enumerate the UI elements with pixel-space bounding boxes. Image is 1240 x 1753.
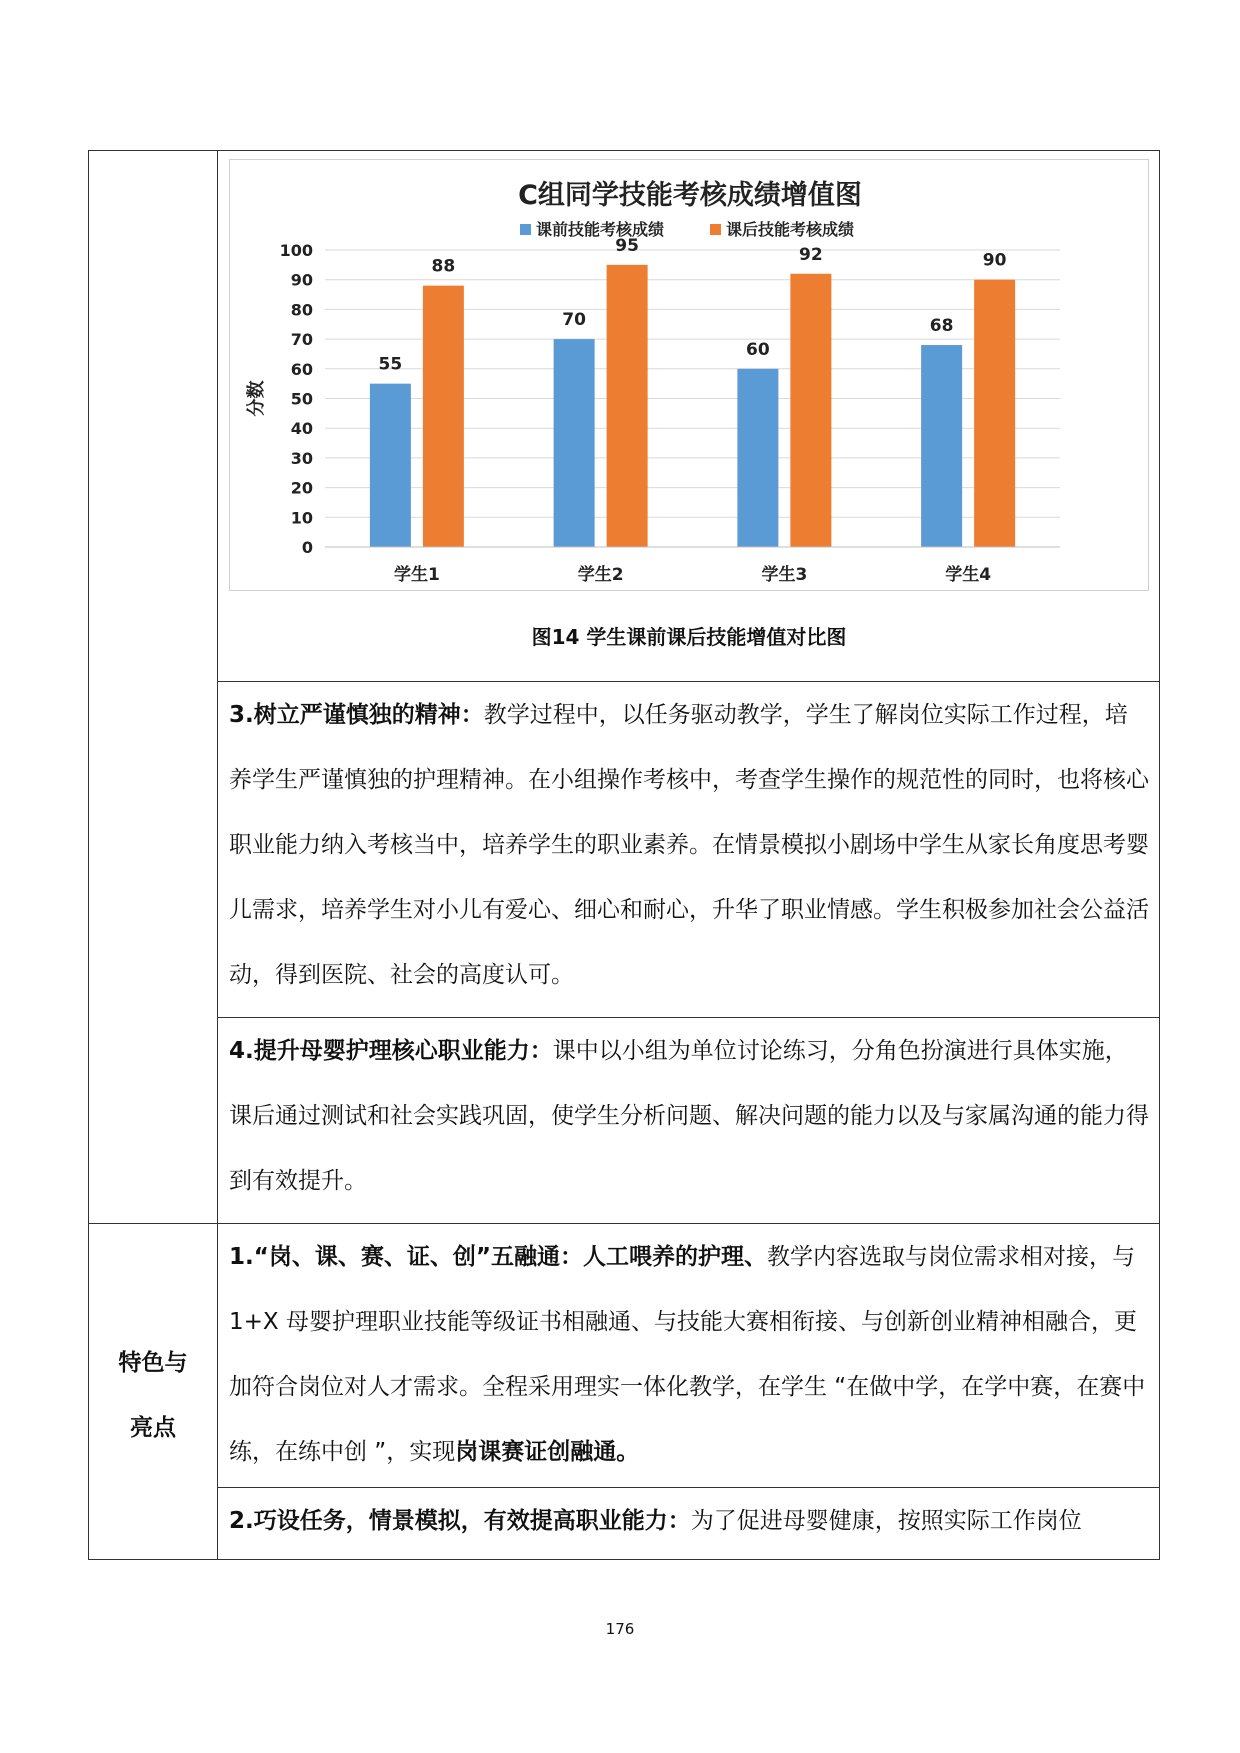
paragraph-3-lead: 3.树立严谨慎独的精神： [229,702,484,728]
x-tick-label: 学生1 [393,565,440,585]
bar [921,345,962,547]
y-axis-label: 分数 [246,380,267,417]
feature-item-2 [229,1489,1149,1554]
legend-label: 课后技能考核成绩 [726,220,855,239]
data-label: 92 [799,244,823,265]
features-label-line2: 亮点 [130,1415,176,1441]
bar [737,369,778,547]
y-tick-label: 60 [290,359,313,379]
y-tick-label: 80 [290,300,313,320]
legend-label: 课前技能考核成绩 [536,220,665,239]
x-tick-label: 学生2 [577,565,624,585]
section-divider [89,1223,1159,1224]
bar [370,384,411,547]
features-label-line1: 特色与 [118,1350,188,1376]
paragraph-4-body: 课中以小组为单位讨论练习，分角色扮演进行具体实施，课后通过测试和社会实践巩固，使学生分析问题、解决问题的能力以及与家属沟通的能力得到有效提升。 [229,1038,1149,1194]
feature-item-1-lead: 1.“岗、课、赛、证、创”五融通：人工喂养的护理、 [229,1244,767,1270]
bar-chart [229,159,1149,591]
row-divider [217,1017,1159,1018]
paragraph-3 [229,683,1149,1008]
y-tick-label: 10 [290,508,313,528]
page-number: 176 [605,1620,635,1638]
figure-caption: 图14 学生课前课后技能增值对比图 [531,625,847,649]
features-label [89,1331,217,1461]
data-label: 68 [929,316,954,337]
bar [554,339,595,547]
feature-item-1 [229,1225,1149,1485]
paragraph-4-lead: 4.提升母婴护理核心职业能力： [229,1038,553,1064]
legend-swatch [520,224,531,235]
bar [974,280,1015,547]
y-tick-label: 70 [290,330,313,350]
paragraph-4 [229,1019,1149,1214]
x-tick-label: 学生4 [945,565,992,585]
feature-item-1-body: 教学内容选取与岗位需求相对接，与 1+X 母婴护理职业技能等级证书相融通、与技能大赛相衔接、与创新创业精神相融合，更加符合岗位对人才需求。全程采用理实一体化教学，在学生 “在做中学，在学中赛，在赛中练，在练中创 ”，实现 [229,1244,1146,1465]
y-tick-label: 20 [290,478,313,498]
y-tick-label: 90 [290,270,313,290]
row-divider [217,681,1159,682]
paragraph-3-body: 教学过程中，以任务驱动教学，学生了解岗位实际工作过程，培养学生严谨慎独的护理精神。在小组操作考核中，考查学生操作的规范性的同时，也将核心职业能力纳入考核当中，培养学生的职业素养。在情景模拟小剧场中学生从家长角度思考婴儿需求，培养学生对小儿有爱心、细心和耐心，升华了职业情感。学生积极参加社会公益活动，得到医院、社会的高度认可。 [229,702,1149,988]
x-tick-label: 学生3 [761,565,808,585]
data-label: 90 [982,250,1007,271]
y-tick-label: 0 [301,538,313,557]
data-label: 88 [431,256,456,277]
document-table [88,150,1160,1560]
legend-swatch [710,224,721,235]
table-column-divider [217,151,218,1559]
row-divider [217,1487,1159,1488]
y-tick-label: 100 [279,241,313,260]
bar [423,286,464,547]
feature-item-2-body: 为了促进母婴健康，按照实际工作岗位 [690,1508,1082,1534]
feature-item-1-tail: 岗课赛证创融通。 [455,1439,640,1465]
y-tick-label: 50 [290,389,313,409]
bar [607,265,648,547]
data-label: 70 [562,310,586,331]
feature-item-2-lead: 2.巧设任务，情景模拟，有效提高职业能力： [229,1508,691,1534]
data-label: 95 [615,235,639,256]
chart-title: C组同学技能考核成绩增值图 [518,180,862,211]
bar [790,274,831,547]
data-label: 60 [746,339,770,360]
y-tick-label: 40 [290,419,313,439]
y-tick-label: 30 [290,448,313,468]
data-label: 55 [378,354,403,375]
chart-svg [230,160,1150,592]
